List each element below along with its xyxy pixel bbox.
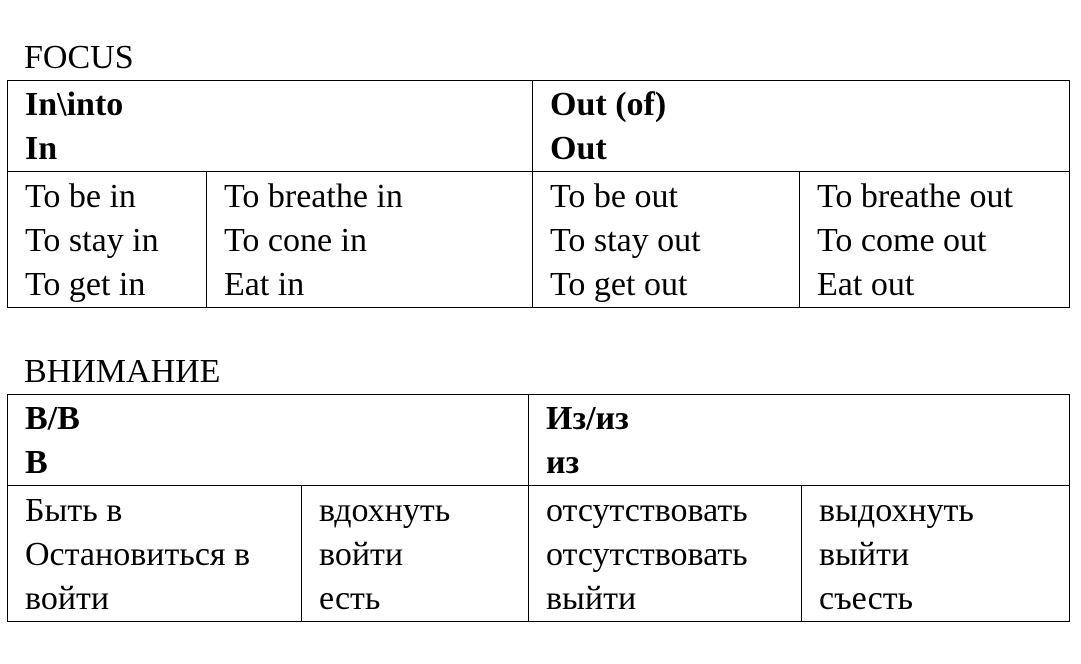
cell-line: To cone in [224, 222, 368, 259]
cell-line: To get out [550, 266, 688, 303]
body-cell [302, 486, 529, 622]
body-cell [802, 486, 1070, 622]
section-title-focus: FOCUS [24, 39, 134, 76]
cell-line: выйти [819, 536, 910, 573]
header-cell-in [8, 81, 533, 172]
body-cell [533, 172, 800, 308]
header-line: In [25, 130, 58, 167]
body-cell [800, 172, 1070, 308]
table-header-row [8, 81, 1070, 172]
body-cell [8, 486, 302, 622]
cell-line: Eat out [817, 266, 915, 303]
cell-line: выдохнуть [819, 492, 974, 529]
header-cell-out [533, 81, 1070, 172]
header-cell-iz [529, 395, 1070, 486]
header-line: В/В [25, 400, 80, 437]
cell-line: To be in [25, 178, 136, 215]
header-line: In\into [25, 86, 124, 123]
cell-line: To breathe out [817, 178, 1013, 215]
header-cell-v [8, 395, 529, 486]
cell-line: To be out [550, 178, 678, 215]
body-cell [207, 172, 533, 308]
cell-line: To stay out [550, 222, 701, 259]
cell-line: войти [319, 536, 404, 573]
cell-line: есть [319, 580, 381, 617]
cell-line: To come out [817, 222, 987, 259]
cell-line: Быть в [25, 492, 123, 529]
vnimanie-table [7, 394, 1070, 622]
cell-line: To breathe in [224, 178, 403, 215]
body-cell [8, 172, 207, 308]
cell-line: войти [25, 580, 110, 617]
cell-line: выйти [546, 580, 637, 617]
focus-table [7, 80, 1070, 308]
header-line: Out (of) [550, 86, 667, 123]
cell-line: вдохнуть [319, 492, 451, 529]
header-line: В [25, 444, 48, 481]
body-cell [529, 486, 802, 622]
cell-line: Остановиться в [25, 536, 251, 573]
cell-line: отсутствовать [546, 536, 748, 573]
table-body-row [8, 486, 1070, 622]
cell-line: съесть [819, 580, 914, 617]
cell-line: To get in [25, 266, 146, 303]
section-title-vnimanie: ВНИМАНИЕ [24, 353, 221, 390]
table-body-row [8, 172, 1070, 308]
cell-line: To stay in [25, 222, 159, 259]
cell-line: отсутствовать [546, 492, 748, 529]
header-line: Из/из [546, 400, 629, 437]
table-header-row [8, 395, 1070, 486]
header-line: из [546, 444, 580, 481]
cell-line: Eat in [224, 266, 305, 303]
header-line: Out [550, 130, 607, 167]
